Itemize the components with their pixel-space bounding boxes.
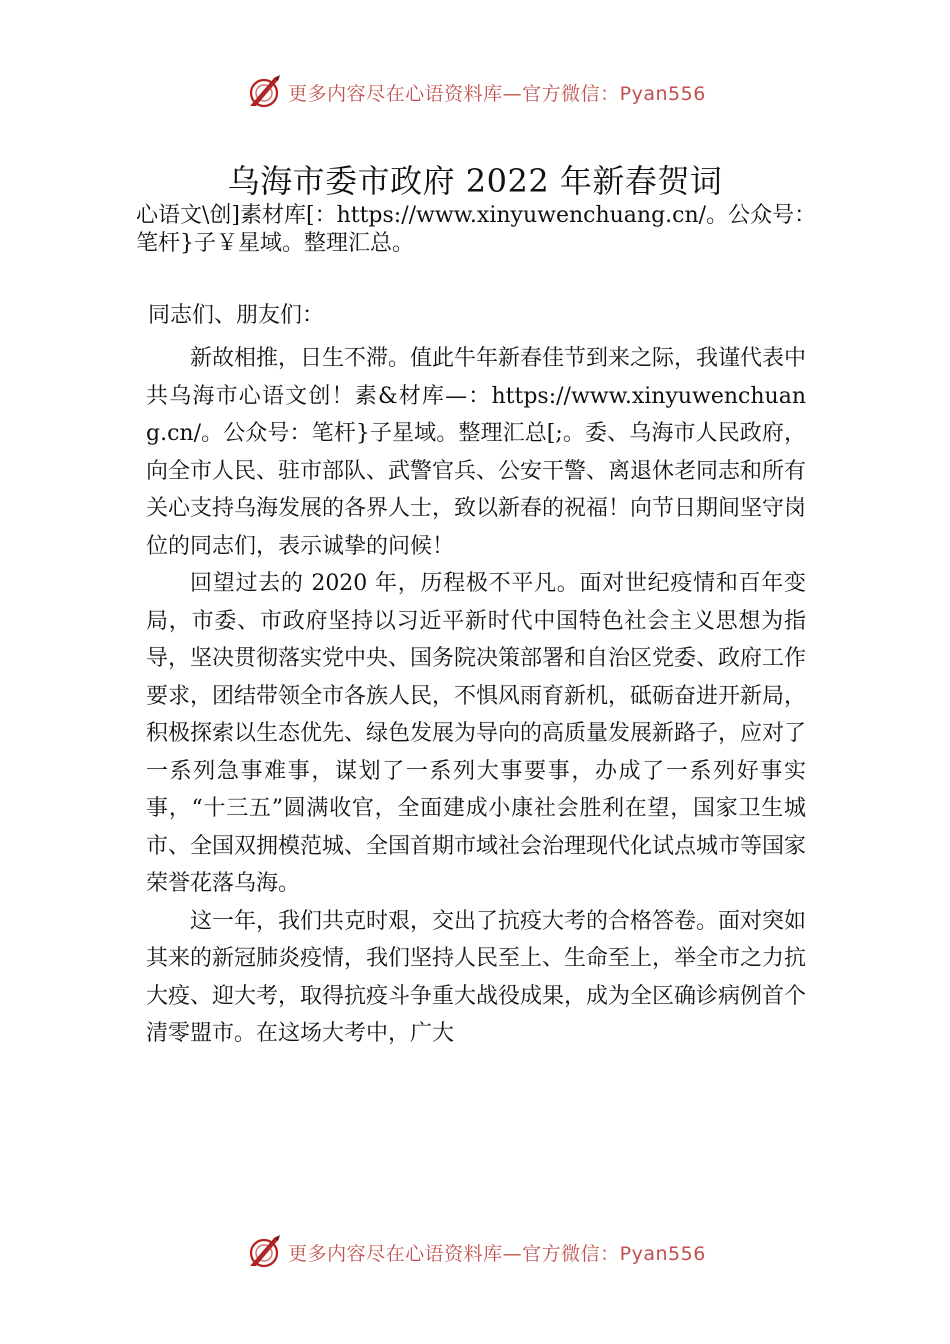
document-title: 乌海市委市政府 2022 年新春贺词 — [227, 162, 723, 200]
greeting: 同志们、朋友们： — [148, 303, 325, 328]
source-line: 心语文\创]素材库[：https://www.xinyuwenchuang.cn/。公众号：笔杆}子￥星域。整理汇总。 — [136, 203, 817, 256]
watermark-text: 更多内容尽在心语资料库—官方微信：Pyan556 — [288, 82, 706, 105]
footer-watermark — [0, 1232, 950, 1272]
paragraph: 回望过去的 2020 年，历程极不平凡。面对世纪疫情和百年变局，市委、市政府坚持以习近平新时代中国特色社会主义思想为指导，坚决贯彻落实党中央、国务院决策部署和自治区党委、政府工作要求，团结带领全市各族人民，不惧风雨育新机，砥砺奋进开新局，积极探索以生态优先、绿色发展为导向的高质量发展新路子，应对了一系列急事难事，谋划了一系列大事要事，办成了一系列好事实事，“十三五”圆满收官，全面建成小康社会胜利在望，国家卫生城市、全国双拥模范城、全国首期市域社会治理现代化试点城市等国家荣誉花落乌海。 — [146, 571, 807, 896]
paragraph: 这一年，我们共克时艰，交出了抗疫大考的合格答卷。面对突如其来的新冠肺炎疫情，我们坚持人民至上、生命至上，举全市之力抗大疫、迎大考，取得抗疫斗争重大战役成果，成为全区确诊病例首个清零盟市。在这场大考中，广大 — [146, 908, 807, 1046]
watermark-text: 更多内容尽在心语资料库—官方微信：Pyan556 — [288, 1242, 706, 1265]
paragraph: 新故相推，日生不滞。值此牛年新春佳节到来之际，我谨代表中共乌海市心语文创！素&材库—：https://www.xinyuwenchuang.cn/。公众号：笔杆}子星域。整理汇总[;。委、乌海市人民政府，向全市人民、驻市部队、武警官兵、公安干警、离退休老同志和所有关心支持乌海发展的各界人士，致以新春的祝福！向节日期间坚守岗位的同志们，表示诚挚的问候！ — [146, 346, 807, 559]
header-watermark — [0, 72, 950, 112]
quill-pen-logo-icon — [244, 1232, 284, 1272]
quill-pen-logo-icon — [244, 72, 284, 112]
document-body — [146, 340, 806, 1053]
